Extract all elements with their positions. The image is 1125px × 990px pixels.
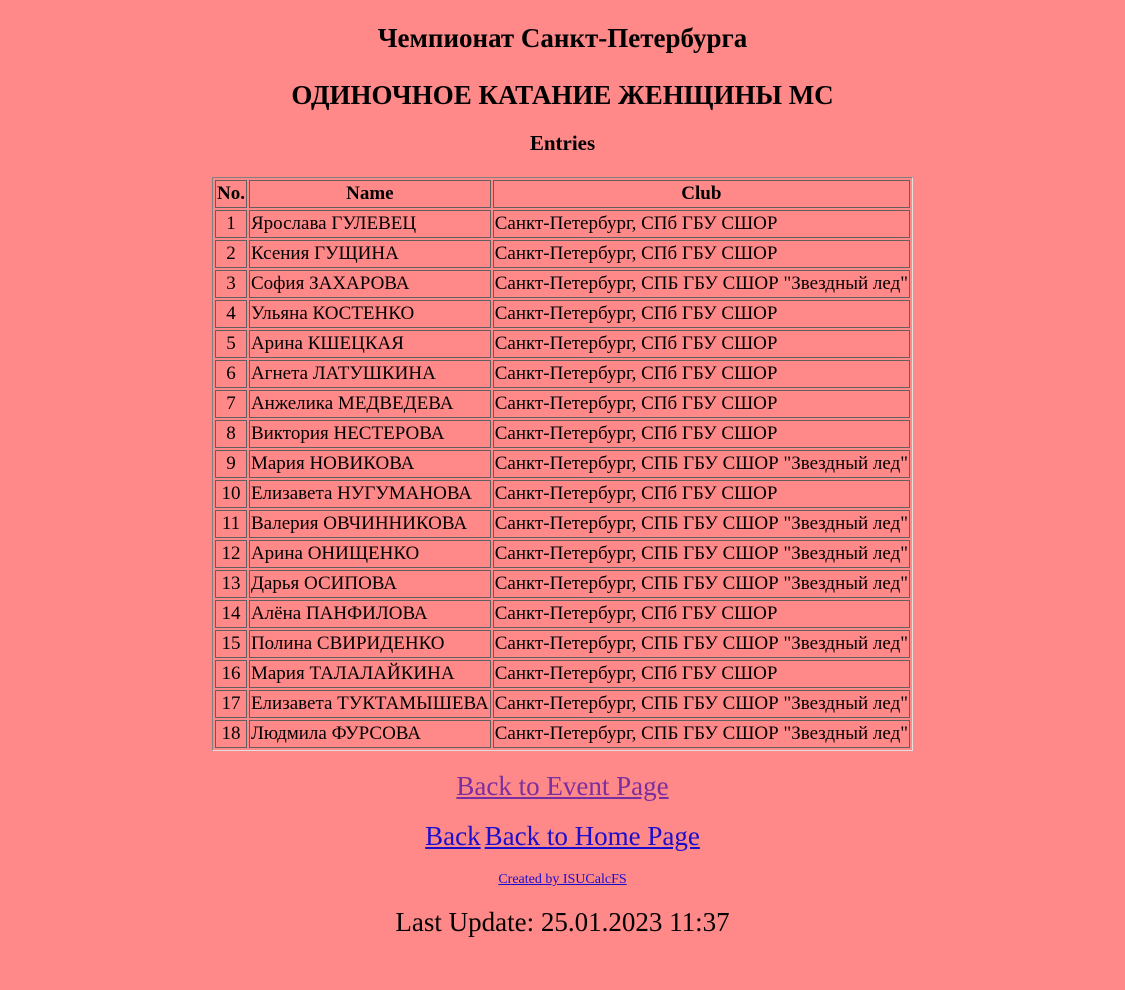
entry-name-cell: Людмила ФУРСОВА — [249, 720, 491, 748]
entry-name-cell: Ксения ГУЩИНА — [249, 240, 491, 268]
entry-club-cell: Санкт-Петербург, СПБ ГБУ СШОР "Звездный лед" — [493, 570, 910, 598]
table-row — [215, 540, 910, 568]
entry-number-cell: 3 — [215, 270, 247, 298]
entry-club-cell: Санкт-Петербург, СПб ГБУ СШОР — [493, 360, 910, 388]
entry-name-cell: Виктория НЕСТЕРОВА — [249, 420, 491, 448]
entry-name-cell: Арина ОНИЩЕНКО — [249, 540, 491, 568]
entry-club-cell: Санкт-Петербург, СПБ ГБУ СШОР "Звездный лед" — [493, 510, 910, 538]
entry-number-cell: 6 — [215, 360, 247, 388]
entry-number-cell: 10 — [215, 480, 247, 508]
entry-number-cell: 18 — [215, 720, 247, 748]
entry-name-cell: Арина КШЕЦКАЯ — [249, 330, 491, 358]
entry-name-cell: Мария НОВИКОВА — [249, 450, 491, 478]
table-row — [215, 210, 910, 238]
table-header-row — [215, 180, 910, 208]
entry-name-cell: Дарья ОСИПОВА — [249, 570, 491, 598]
column-header-club: Club — [493, 180, 910, 208]
created-by-row — [0, 871, 1125, 889]
entry-name-cell: София ЗАХАРОВА — [249, 270, 491, 298]
entry-club-cell: Санкт-Петербург, СПб ГБУ СШОР — [493, 330, 910, 358]
entry-number-cell: 17 — [215, 690, 247, 718]
entry-name-cell: Ярослава ГУЛЕВЕЦ — [249, 210, 491, 238]
entry-name-cell: Елизавета ТУКТАМЫШЕВА — [249, 690, 491, 718]
entry-name-cell: Анжелика МЕДВЕДЕВА — [249, 390, 491, 418]
entry-number-cell: 7 — [215, 390, 247, 418]
entry-number-cell: 14 — [215, 600, 247, 628]
table-row — [215, 360, 910, 388]
entry-number-cell: 13 — [215, 570, 247, 598]
column-header-no: No. — [215, 180, 247, 208]
section-title: Entries — [529, 131, 596, 155]
table-row — [215, 570, 910, 598]
back-to-home-page-link[interactable]: Back to Home Page — [484, 821, 700, 851]
table-row — [215, 720, 910, 748]
entry-number-cell: 5 — [215, 330, 247, 358]
table-row — [215, 600, 910, 628]
last-update-text: Last Update: 25.01.2023 11:37 — [395, 907, 730, 937]
entry-club-cell: Санкт-Петербург, СПб ГБУ СШОР — [493, 660, 910, 688]
entries-table — [212, 177, 913, 751]
entry-name-cell: Мария ТАЛАЛАЙКИНА — [249, 660, 491, 688]
table-row — [215, 480, 910, 508]
table-row — [215, 630, 910, 658]
event-link-row — [0, 770, 1125, 802]
entry-name-cell: Агнета ЛАТУШКИНА — [249, 360, 491, 388]
table-row — [215, 510, 910, 538]
table-row — [215, 420, 910, 448]
table-row — [215, 690, 910, 718]
entry-club-cell: Санкт-Петербург, СПБ ГБУ СШОР "Звездный лед" — [493, 720, 910, 748]
entry-club-cell: Санкт-Петербург, СПб ГБУ СШОР — [493, 240, 910, 268]
table-row — [215, 270, 910, 298]
entry-club-cell: Санкт-Петербург, СПБ ГБУ СШОР "Звездный лед" — [493, 270, 910, 298]
entry-number-cell: 2 — [215, 240, 247, 268]
entry-name-cell: Елизавета НУГУМАНОВА — [249, 480, 491, 508]
entry-name-cell: Полина СВИРИДЕНКО — [249, 630, 491, 658]
entries-body — [215, 210, 910, 748]
table-row — [215, 300, 910, 328]
table-row — [215, 330, 910, 358]
table-row — [215, 660, 910, 688]
entry-number-cell: 9 — [215, 450, 247, 478]
back-link[interactable]: Back — [425, 821, 481, 851]
table-row — [215, 390, 910, 418]
entry-name-cell: Алёна ПАНФИЛОВА — [249, 600, 491, 628]
entry-number-cell: 15 — [215, 630, 247, 658]
entry-club-cell: Санкт-Петербург, СПБ ГБУ СШОР "Звездный лед" — [493, 630, 910, 658]
entry-number-cell: 4 — [215, 300, 247, 328]
event-title: ОДИНОЧНОЕ КАТАНИЕ ЖЕНЩИНЫ МС — [291, 80, 834, 110]
entry-number-cell: 16 — [215, 660, 247, 688]
entry-club-cell: Санкт-Петербург, СПб ГБУ СШОР — [493, 210, 910, 238]
nav-link-row — [0, 820, 1125, 852]
entry-name-cell: Ульяна КОСТЕНКО — [249, 300, 491, 328]
entry-number-cell: 11 — [215, 510, 247, 538]
entry-club-cell: Санкт-Петербург, СПБ ГБУ СШОР "Звездный лед" — [493, 690, 910, 718]
entry-club-cell: Санкт-Петербург, СПб ГБУ СШОР — [493, 300, 910, 328]
table-row — [215, 450, 910, 478]
entry-club-cell: Санкт-Петербург, СПБ ГБУ СШОР "Звездный лед" — [493, 450, 910, 478]
created-by-link[interactable]: Created by ISUCalcFS — [498, 872, 627, 887]
entry-club-cell: Санкт-Петербург, СПб ГБУ СШОР — [493, 420, 910, 448]
table-row — [215, 240, 910, 268]
column-header-name: Name — [249, 180, 491, 208]
back-to-event-page-link[interactable]: Back to Event Page — [456, 771, 669, 801]
entry-number-cell: 12 — [215, 540, 247, 568]
entry-number-cell: 8 — [215, 420, 247, 448]
entry-name-cell: Валерия ОВЧИННИКОВА — [249, 510, 491, 538]
entry-number-cell: 1 — [215, 210, 247, 238]
entry-club-cell: Санкт-Петербург, СПб ГБУ СШОР — [493, 480, 910, 508]
entry-club-cell: Санкт-Петербург, СПБ ГБУ СШОР "Звездный лед" — [493, 540, 910, 568]
entry-club-cell: Санкт-Петербург, СПб ГБУ СШОР — [493, 600, 910, 628]
entry-club-cell: Санкт-Петербург, СПб ГБУ СШОР — [493, 390, 910, 418]
championship-title: Чемпионат Санкт-Петербурга — [377, 23, 748, 53]
